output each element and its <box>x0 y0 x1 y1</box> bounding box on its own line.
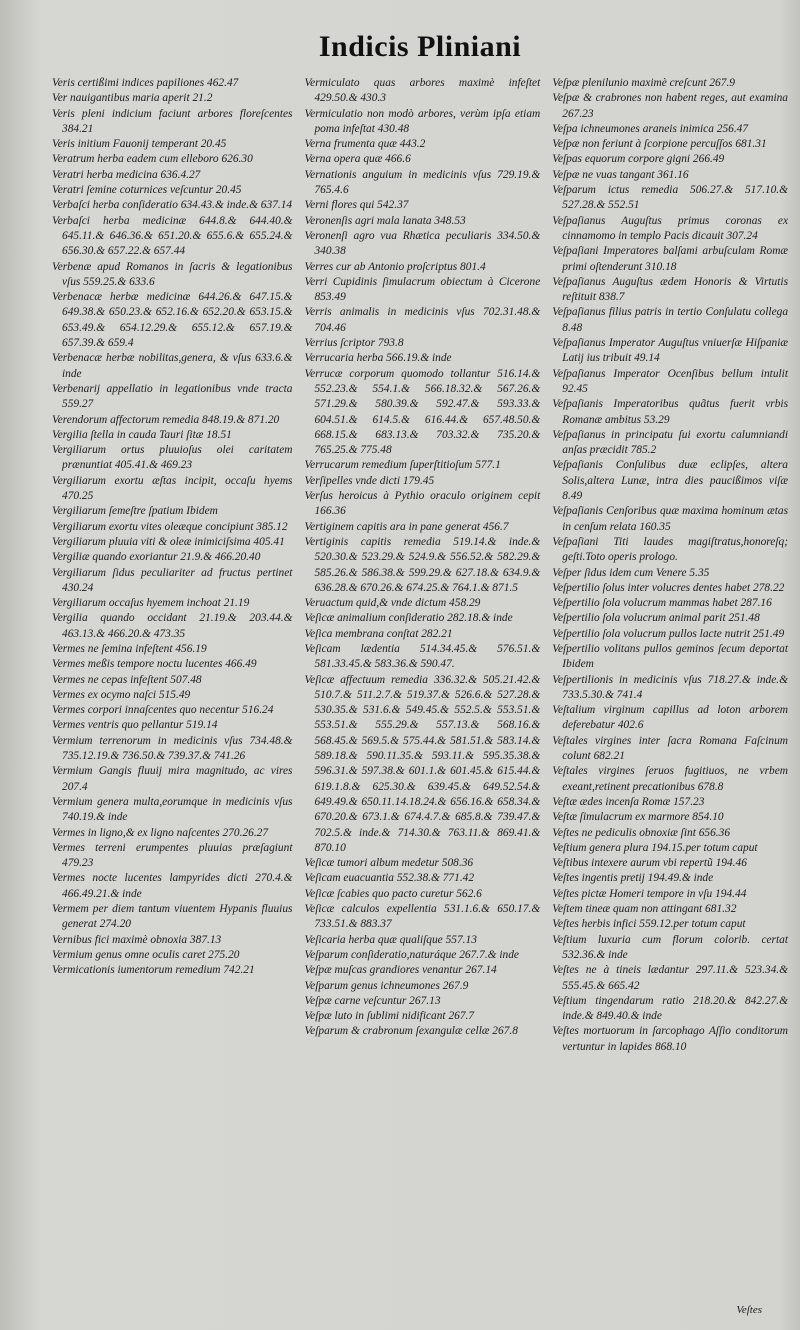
index-entry: Veſpæ plenilunio maximè creſcunt 267.9 <box>552 77 735 89</box>
index-entry: Vermes ne ſemina infeſtent 456.19 <box>52 642 207 655</box>
index-columns <box>52 76 788 1055</box>
index-entry: Vergiliæ quando exoriantur 21.9.& 466.20.40 <box>52 551 261 564</box>
index-entry: Veſpaſianus in principatu ſui exortu calumniandi anſas præcidit 785.2 <box>552 428 789 457</box>
index-entry: Veronenſi agro vua Rhætica peculiaris 334.50.& 340.38 <box>304 229 541 258</box>
index-entry: Vermium genera multa,eorumque in medicinis vſus 740.19.& inde <box>52 795 293 824</box>
index-entry: Veſicæ animalium conſideratio 282.18.& inde <box>304 612 513 625</box>
index-entry: Veratri ſemine coturnices veſcuntur 20.45 <box>52 184 242 197</box>
index-entry: Veſtales virgines ſeruos fugitiuos, ne vrbem exeant,retinent precationibus 678.8 <box>552 765 789 793</box>
index-entry: Verbenacæ herbæ medicinæ 644.26.& 647.15.& 649.38.& 650.23.& 652.16.& 652.20.& 653.15.& 653.49.& 654.12.29.& 655.12.& 657.19.& 657.39.& 659.4 <box>52 291 293 350</box>
index-entry: Veſtes herbis infici 559.12.per totum caput <box>552 918 746 931</box>
index-entry: Verrucarum remedium ſuperſtitioſum 577.1 <box>304 459 501 472</box>
index-entry: Vermes meßis tempore noctu lucentes 466.49 <box>52 658 257 671</box>
index-entry: Vermes ex ocymo naſci 515.49 <box>52 688 191 701</box>
index-entry: Veſpæ muſcas grandiores venantur 267.14 <box>304 964 497 977</box>
index-entry: Veſica membrana conſtat 282.21 <box>304 627 453 640</box>
index-entry: Ver nauigantibus maria aperit 21.2 <box>52 92 213 105</box>
index-column-2 <box>304 76 540 1055</box>
index-entry: Verri Cupidinis ſimulacrum obiectum à Cicerone 853.49 <box>304 275 541 304</box>
index-entry: Vernibus fici maximè obnoxia 387.13 <box>52 933 222 946</box>
index-entry: Veſtibus intexere aurum vbi repertũ 194.46 <box>552 857 747 870</box>
index-entry: Veſparum ictus remedia 506.27.& 517.10.& 527.28.& 552.51 <box>552 184 789 212</box>
index-entry: Vertiginem capitis ara in pane generat 456.7 <box>304 520 509 533</box>
index-entry: Veſicæ tumori album medetur 508.36 <box>304 857 474 870</box>
index-entry: Veſtem tineæ quam non attingant 681.32 <box>552 903 737 916</box>
index-column-1 <box>52 76 292 1055</box>
index-entry: Veſper ſidus idem cum Venere 5.35 <box>552 566 710 579</box>
index-entry: Vergiliarum pluuia viti & oleæ inimiciſsima 405.41 <box>52 535 285 548</box>
index-entry: Verni flores qui 542.37 <box>304 199 409 212</box>
index-entry: Vermiculato quas arbores maximè infeſtet 429.50.& 430.3 <box>304 77 541 105</box>
index-entry: Vergiliarum ortus pluuioſus olei caritatem prænuntiat 405.41.& 469.23 <box>52 444 293 472</box>
index-entry: Vermem per diem tantum viuentem Hypanis fluuius generat 274.20 <box>52 903 293 931</box>
index-entry: Verrucaria herba 566.19.& inde <box>304 352 452 365</box>
index-entry: Vermium genus omne oculis caret 275.20 <box>52 948 240 961</box>
index-entry: Veſpaſiani Imperatores balſami arbuſculam Romæ primi oſtenderunt 310.18 <box>552 245 789 273</box>
index-entry: Veſpertilio ſola volucrum pullos lacte nutrit 251.49 <box>552 627 785 640</box>
index-entry: Vermicationis iumentorum remedium 742.21 <box>52 964 255 977</box>
index-entry: Vergiliarum occaſus hyemem inchoat 21.19 <box>52 597 250 610</box>
index-entry: Veſpa ichneumones araneis inimica 256.47 <box>552 122 749 135</box>
index-entry: Verres cur ab Antonio proſcriptus 801.4 <box>304 260 486 273</box>
index-entry: Veſpaſianis Imperatoribus quãtus fuerit vrbis Romanæ ambitus 53.29 <box>552 398 789 426</box>
index-entry: Veſicaria herba quæ qualiſque 557.13 <box>304 933 477 946</box>
index-entry: Veſpaſianis Cenſoribus quæ maxima hominum ætas in cenſum relata 160.35 <box>552 505 789 533</box>
index-entry: Verbenacæ herbæ nobilitas,genera, & vſus 633.6.& inde <box>52 352 293 380</box>
index-entry: Veſicæ ſcabies quo pacto curetur 562.6 <box>304 887 482 900</box>
index-entry: Verſipelles vnde dicti 179.45 <box>304 474 435 487</box>
index-entry: Veſpæ & crabrones non habent reges, aut examina 267.23 <box>552 92 789 120</box>
index-entry: Veris certißimi indices papiliones 462.47 <box>52 77 239 89</box>
index-entry: Veſparum genus ichneumones 267.9 <box>304 979 469 992</box>
index-entry: Veris initium Fauonij temperant 20.45 <box>52 138 227 151</box>
index-entry: Verna opera quæ 466.6 <box>304 153 411 166</box>
index-entry: Vermes terreni erumpentes pluuias præſagiunt 479.23 <box>52 841 293 870</box>
index-entry: Verris animalis in medicinis vſus 702.31.48.& 704.46 <box>304 306 541 334</box>
index-entry: Veſtes mortuorum in ſarcophago Aſſio conditorum vertuntur in lapides 868.10 <box>552 1025 789 1053</box>
catchword: Veſtes <box>736 1304 762 1316</box>
index-entry: Veſtes pictæ Homeri tempore in vſu 194.44 <box>552 887 747 900</box>
index-entry: Vermium Gangis fluuij mira magnitudo, ac vires 207.4 <box>52 765 293 793</box>
index-entry: Vermiculatio non modò arbores, verùm ipſa etiam poma infeſtat 430.48 <box>304 107 541 135</box>
index-entry: Veſpaſianus Imperator Ocenſibus bellum intulit 92.45 <box>552 367 789 395</box>
index-column-3 <box>552 76 788 1055</box>
index-entry: Vertiginis capitis remedia 519.14.& inde.& 520.30.& 523.29.& 524.9.& 556.52.& 582.29.& 585.26.& 586.38.& 599.29.& 627.18.& 634.9.& 636.28.& 670.26.& 674.25.& 764.1.& 871.5 <box>304 535 541 594</box>
index-entry: Vermes in ligno,& ex ligno naſcentes 270.26.27 <box>52 826 269 839</box>
index-entry: Veſparum & crabronum ſexangulæ cellæ 267.8 <box>304 1025 518 1038</box>
index-entry: Veſtalium virginum capillus ad loton arborem deferebatur 402.6 <box>552 704 789 732</box>
index-entry: Verbaſci herba conſideratio 634.43.& inde.& 637.14 <box>52 199 293 212</box>
index-entry: Veronenſis agri mala lanata 348.53 <box>304 214 466 227</box>
index-entry: Verſus heroicus à Pythio oraculo originem cepit 166.36 <box>304 490 541 518</box>
index-entry: Veſtes ne pediculis obnoxiæ ſint 656.36 <box>552 826 731 839</box>
index-entry: Veſtæ ſimulacrum ex marmore 854.10 <box>552 811 724 824</box>
index-entry: Verbenæ apud Romanos in ſacris & legationibus vſus 559.25.& 633.6 <box>52 260 293 288</box>
index-entry: Veſicæ affectuum remedia 336.32.& 505.21.42.& 510.7.& 511.2.7.& 519.37.& 526.6.& 527.28.& 530.35.& 531.6.& 549.45.& 552.5.& 553.51.& 553.51.& 555.29.& 557.13.& 568.16.& 568.45.& 569.5.& 575.44.& 581.51.& 583.14.& 589.18.& 590.11.35.& 593.11.& 595.35.38.& 596.31.& 597.38.& 601.1.& 601.45.& 615.44.& 619.1.8.& 625.30.& 639.45.& 649.52.54.& 649.49.& 650.11.14.18.24.& 656.16.& 658.34.& 670.20.& 673.1.& 674.4.7.& 685.8.& 739.47.& 702.5.& inde.& 714.30.& 763.11.& 869.41.& 870.10 <box>304 673 541 854</box>
index-entry: Veſpertilio ſola volucrum animal parit 251.48 <box>552 612 760 625</box>
index-entry: Veſpæ ne vuas tangant 361.16 <box>552 168 689 181</box>
index-entry: Veſicam euacuantia 552.38.& 771.42 <box>304 872 475 885</box>
index-entry: Veſicæ calculos expellentia 531.1.6.& 650.17.& 733.51.& 883.37 <box>304 903 541 931</box>
index-entry: Veratri herba medicina 636.4.27 <box>52 168 201 181</box>
index-entry: Vergiliarum exortu vites oleæque concipiunt 385.12 <box>52 520 288 533</box>
index-entry: Veſicam lædentia 514.34.45.& 576.51.& 581.33.45.& 583.36.& 590.47. <box>304 642 541 671</box>
index-entry: Vermes ventris quo pellantur 519.14 <box>52 719 218 732</box>
index-entry: Veſpæ carne veſcuntur 267.13 <box>304 994 441 1007</box>
index-entry: Veſtium luxuria cum florum colorib. certat 532.36.& inde <box>552 933 789 961</box>
index-entry: Veſpaſianus Auguſtus ædem Honoris & Virtutis reſtituit 838.7 <box>552 275 789 304</box>
index-entry: Veſpas equorum corpore gigni 266.49 <box>552 153 725 166</box>
index-entry: Verbaſci herba medicinæ 644.8.& 644.40.& 645.11.& 646.36.& 651.20.& 655.6.& 655.24.& 656.30.& 657.22.& 657.44 <box>52 214 293 258</box>
index-entry: Veſpertilio ſolus inter volucres dentes habet 278.22 <box>552 581 785 594</box>
index-entry: Veſpertilionis in medicinis vſus 718.27.& inde.& 733.5.30.& 741.4 <box>552 673 789 701</box>
index-entry: Veſpaſianis Conſulibus duæ eclipſes, altera Solis,altera Lunæ, intra dies paucißimos viſæ 8.49 <box>552 459 789 503</box>
index-entry: Veſpertilio ſola volucrum mammas habet 287.16 <box>552 597 772 610</box>
index-entry: Vermium terrenorum in medicinis vſus 734.48.& 735.12.19.& 736.50.& 739.37.& 741.26 <box>52 734 293 763</box>
index-entry: Veris pleni indicium faciunt arbores floreſcentes 384.21 <box>52 107 293 135</box>
index-entry: Veſtes ingentis pretij 194.49.& inde <box>552 872 714 885</box>
index-entry: Verbenarij appellatio in legationibus vnde tracta 559.27 <box>52 382 293 411</box>
index-entry: Vermes ne cepas infeſtent 507.48 <box>52 673 202 686</box>
index-entry: Verna frumenta quæ 443.2 <box>304 138 426 151</box>
index-entry: Veratrum herba eadem cum elleboro 626.30 <box>52 153 253 166</box>
index-entry: Veſpæ luto in ſublimi nidificant 267.7 <box>304 1010 475 1023</box>
index-entry: Verrius ſcriptor 793.8 <box>304 337 404 350</box>
index-entry: Vergilia quando occidant 21.19.& 203.44.& 463.13.& 466.20.& 473.35 <box>52 612 293 640</box>
index-entry: Veſpaſianus Imperator Auguſtus vniuerſæ Hiſpaniæ Latij ius tribuit 49.14 <box>552 337 789 365</box>
index-entry: Veſpaſianus filius patris in tertio Conſulatu collega 8.48 <box>552 306 789 334</box>
index-entry: Veſpaſiani Titi laudes magiſtratus,honoreſq; geſti.Toto operis prologo. <box>552 535 789 564</box>
index-entry: Veſtium tingendarum ratio 218.20.& 842.27.& inde.& 849.40.& inde <box>552 994 789 1023</box>
index-entry: Veruactum quid,& vnde dictum 458.29 <box>304 597 481 610</box>
index-entry: Veſpertilio volitans pullos geminos ſecum deportat Ibidem <box>552 642 789 671</box>
index-entry: Vergiliarum exortu æſtas incipit, occaſu hyems 470.25 <box>52 474 293 503</box>
index-entry: Veſtales virgines inter ſacra Romana Faſcinum colunt 682.21 <box>552 734 789 763</box>
index-entry: Vergiliarum ſemeſtre ſpatium Ibidem <box>52 505 218 518</box>
index-entry: Vermes nocte lucentes lampyrides dicti 270.4.& 466.49.21.& inde <box>52 872 293 900</box>
index-entry: Veſpaſianus Auguſtus primus coronas ex cinnamomo in templo Pacis dicauit 307.24 <box>552 214 789 242</box>
index-entry: Vergiliarum ſidus peculiariter ad fructus pertinet 430.24 <box>52 566 293 594</box>
index-entry: Vermes corpori innaſcentes quo necentur 516.24 <box>52 704 274 717</box>
page-title: Indicis Pliniani <box>318 30 522 63</box>
index-entry: Veſtæ ædes incenſa Romæ 157.23 <box>552 795 705 808</box>
index-entry: Verendorum affectorum remedia 848.19.& 871.20 <box>52 413 280 426</box>
index-entry: Veſparum conſideratio,naturáque 267.7.& inde <box>304 948 519 961</box>
index-entry: Vernationis anguium in medicinis vſus 729.19.& 765.4.6 <box>304 168 541 197</box>
index-entry: Vergilia ſtella in cauda Tauri ſitæ 18.51 <box>52 428 232 441</box>
index-entry: Veſpæ non feriunt à ſcorpione percuſſos 681.31 <box>552 138 767 151</box>
index-entry: Veſtium genera plura 194.15.per totum caput <box>552 841 758 854</box>
index-entry: Verrucæ corporum quomodo tollantur 516.14.& 552.23.& 554.1.& 566.18.32.& 567.26.& 571.29.& 580.39.& 592.47.& 593.33.& 604.51.& 614.5.& 616.44.& 657.48.50.& 668.15.& 683.13.& 703.32.& 735.20.& 765.25.& 775.48 <box>304 367 541 457</box>
index-entry: Veſtes ne à tineis lædantur 297.11.& 523.34.& 555.45.& 665.42 <box>552 964 789 992</box>
